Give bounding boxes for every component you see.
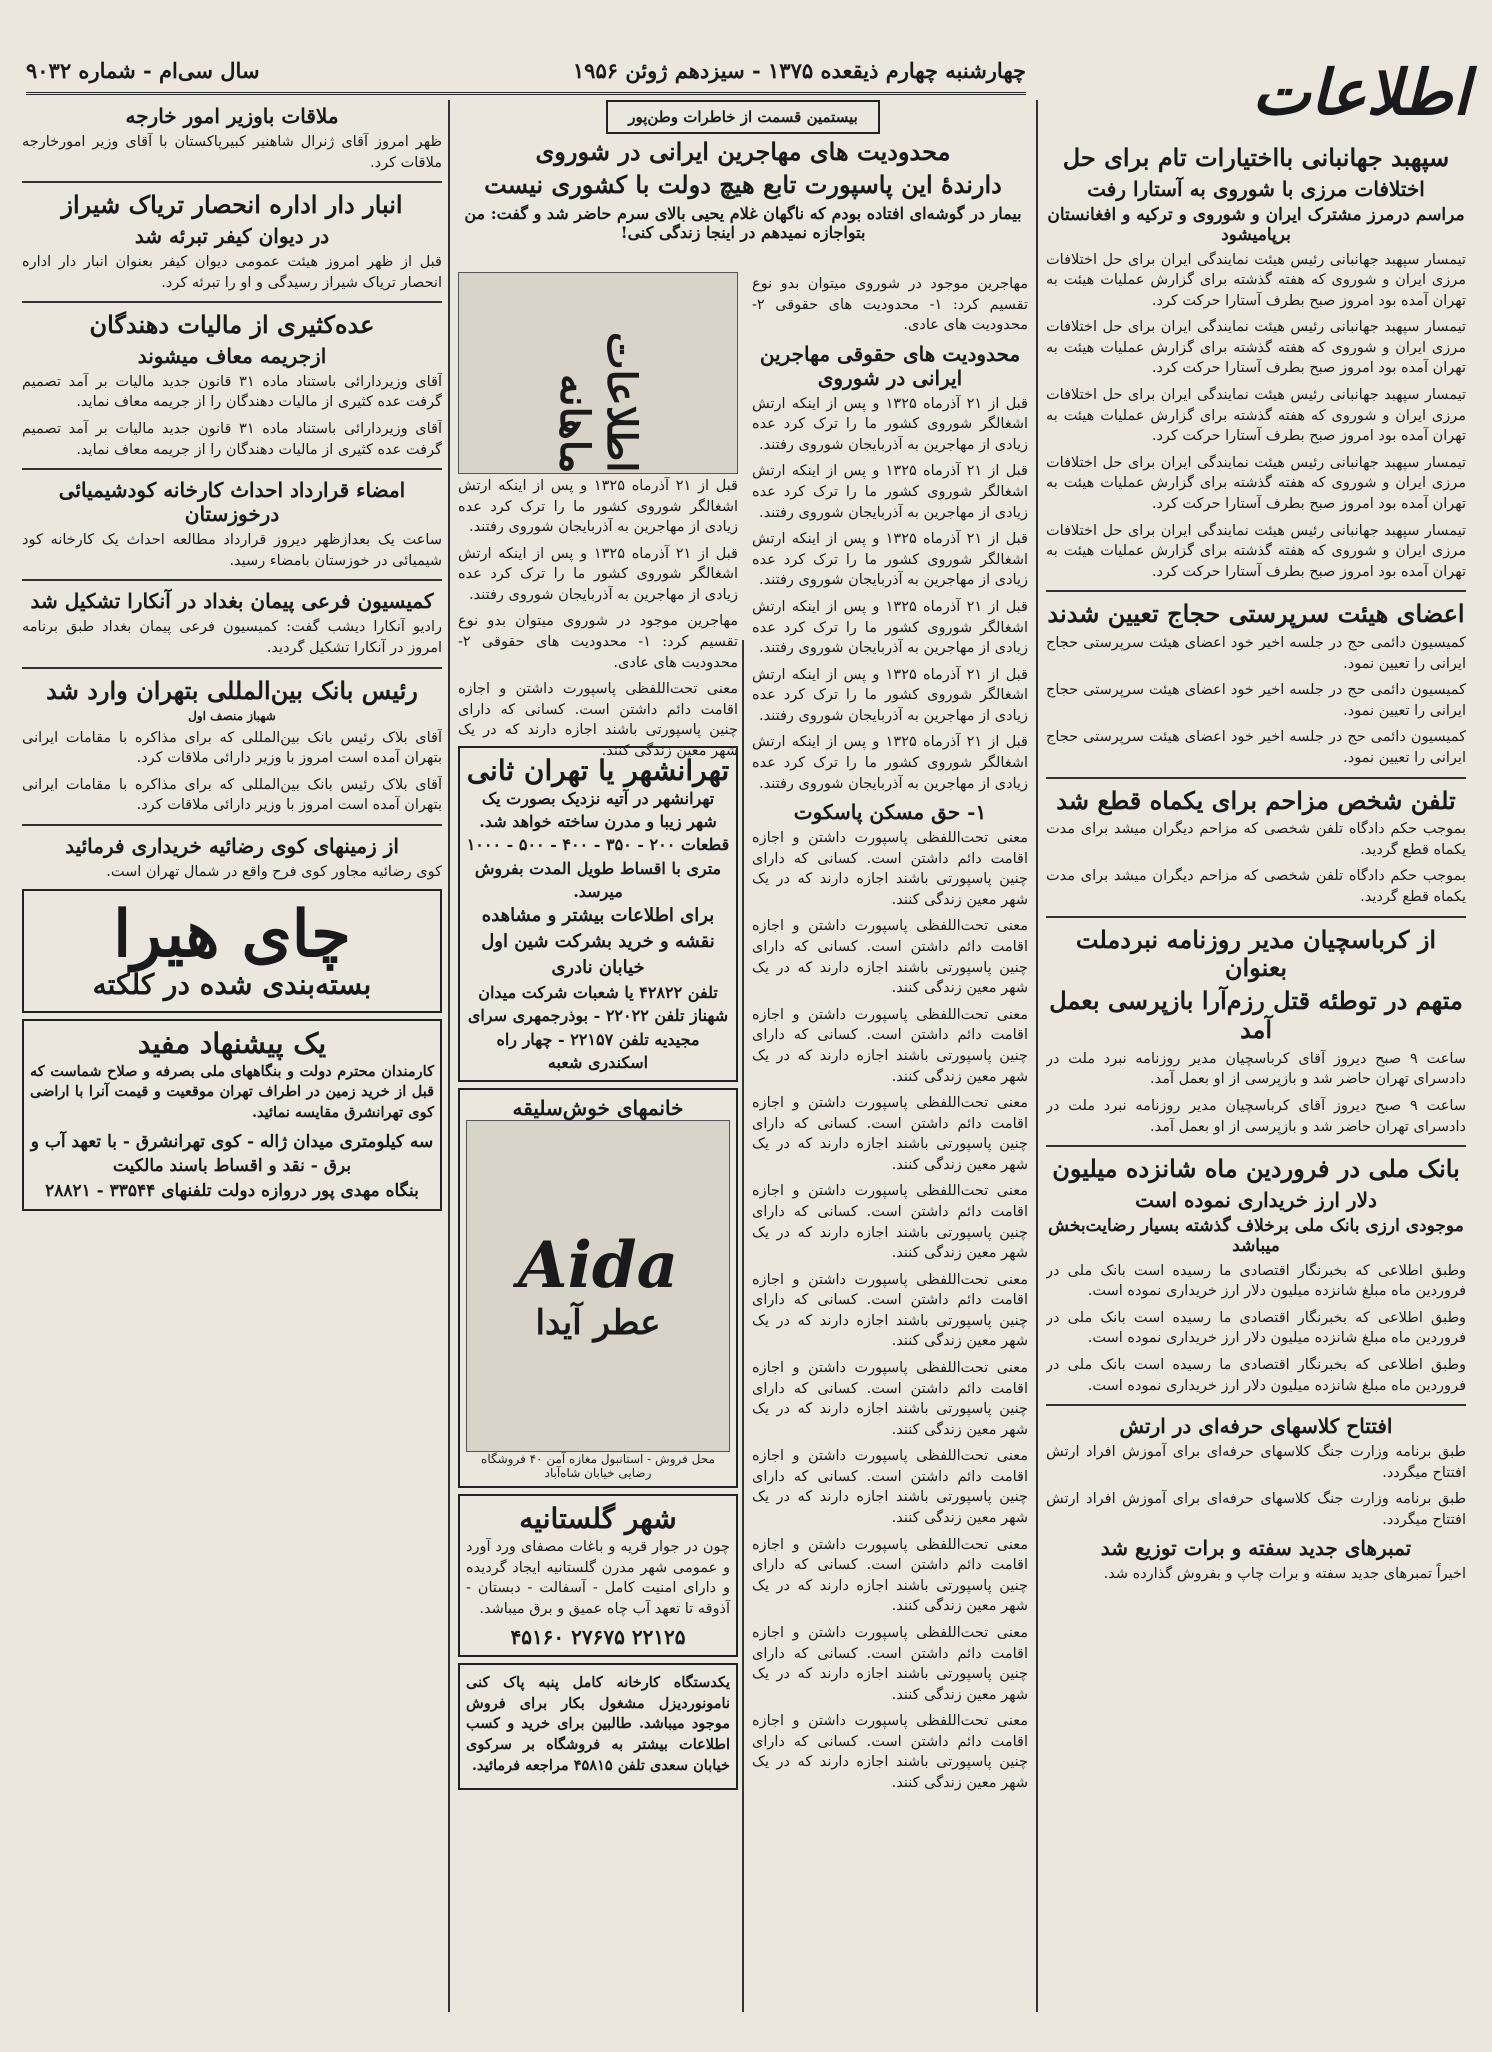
tea-ad bbox=[22, 889, 442, 1013]
middle-top bbox=[458, 100, 1028, 270]
offer-lines: سه کیلومتری میدان ژاله - کوی تهرانشرق - با تعهد آب و برق - نقد و اقساط باسند مالکیت bbox=[30, 1131, 434, 1177]
bank-int-text-cont: آقای بلاک رئیس بانک بین‌المللی که برای مذاکره با مقامات ایرانی بتهران آمده است امروز با وزیر دارائی ملاقات کرد. bbox=[22, 776, 442, 814]
golestan-text: چون در جوار قریه و باغات مصفای ورد آورد و عمومی شهر مدرن گلستانیه ایجاد گردیده و دارای امنیت کامل - آسفالت - دبستان - آذوقه تا تعهد آب چاه عمیق و برق میباشد. bbox=[466, 1538, 730, 1617]
editor-headline: از کرباسچیان مدیر روزنامه نبردملت بعنوان bbox=[1075, 924, 1437, 983]
editor-text: ساعت ۹ صبح دیروز آقای کرباسچیان مدیر روزنامه نبرد ملت در دادسرای تهران حاضر شد و بازپرسی از او بعمل آمد. bbox=[1046, 1050, 1466, 1088]
factory-text: یکدستگاه کارخانه کامل پنبه پاک کنی نامونوردیزل مشغول بکار برای فروش موجود میباشد. طالبین برای خرید و کسب اطلاعات بیشتر به فروشگاه بر سرکوی خیابان سعدی تلفن ۴۵۸۱۵ مراجعه فرمائید. bbox=[466, 1674, 730, 1774]
mid-text-3-cont: معنی تحت‌اللفظی پاسپورت داشتن و اجازه اقامت دائم داشتن است. کسانی که دارای چنین پاسپورتی باشند اجازه دارند که در یک شهر معین زندگی کنند. bbox=[752, 1536, 1028, 1615]
mid-quote: بیمار در گوشه‌ای افتاده بودم که ناگهان غلام یحیی بالای سرم حاضر شد و گفت: من بتواجازه نمیدهم در اینجا زندگی کنی! bbox=[464, 203, 1022, 242]
golestan-ad bbox=[458, 1494, 738, 1657]
tehranshahr-ad-column bbox=[458, 740, 738, 2012]
mid-headline: محدودیت های مهاجرین ایرانی در شوروی bbox=[535, 137, 951, 166]
classes-headline: افتتاح کلاسهای حرفه‌ای در ارتش bbox=[1119, 1414, 1393, 1439]
lead-text-cont: تیمسار سپهبد جهانبانی رئیس هیئت نمایندگی ایران برای حل اختلافات مرزی ایران و شوروی که هفته گذشته برای گزارش عملیات هیئت به تهران آمده بود امروز صبح بطرف آستارا حرکت کرد. bbox=[1046, 454, 1466, 512]
bank-text: وطبق اطلاعی که بخبرنگار اقتصادی ما رسیده است بانک ملی در فروردین ماه مبلغ شانزده میلیون دلار ارز خریداری نموده است. bbox=[1046, 1262, 1466, 1300]
lead-text: تیمسار سپهبد جهانبانی رئیس هیئت نمایندگی ایران برای حل اختلافات مرزی ایران و شوروی که هفته گذشته برای گزارش عملیات هیئت به تهران آمده بود امروز صبح بطرف آستارا حرکت کرد. bbox=[1046, 251, 1466, 309]
koy-headline: از زمینهای کوی رضائیه خریداری فرمائید bbox=[65, 834, 399, 859]
minister-text: ظهر امروز آقای ژنرال شاهنیر کبیرپاکستان با آقای وزیر امورخارجه ملاقات کرد. bbox=[22, 134, 442, 171]
mid-text-3-cont: معنی تحت‌اللفظی پاسپورت داشتن و اجازه اقامت دائم داشتن است. کسانی که دارای چنین پاسپورتی باشند اجازه دارند که در یک شهر معین زندگی کنند. bbox=[752, 1271, 1028, 1350]
middle-text-column bbox=[752, 272, 1028, 2012]
mid-text-3-cont: معنی تحت‌اللفظی پاسپورت داشتن و اجازه اقامت دائم داشتن است. کسانی که دارای چنین پاسپورتی باشند اجازه دارند که در یک شهر معین زندگی کنند. bbox=[752, 1006, 1028, 1085]
offer-headline: یک پیشنهاد مفید bbox=[137, 1026, 327, 1060]
tax-text: آقای وزیردارائی باستناد ماده ۳۱ قانون جدید مالیات بر آمد تصمیم گرفت عده کثیری از مالیات دهندگان را از جریمه معاف نماید. bbox=[22, 373, 442, 411]
mid-side-text: قبل از ۲۱ آذرماه ۱۳۲۵ و پس از اینکه ارتش اشغالگر شوروی کشور ما را ترک کرد عده زیادی از مهاجرین به آذربایجان شوروی رفتند. bbox=[458, 545, 738, 603]
tea-brand: چای هیرا bbox=[113, 896, 351, 972]
mid-side-text: معنی تحت‌اللفظی پاسپورت داشتن و اجازه اقامت دائم داشتن است. کسانی که دارای چنین پاسپورتی باشند اجازه دارند که در یک شهر معین زندگی کنند. bbox=[458, 681, 738, 759]
mid-text-3: معنی تحت‌اللفظی پاسپورت داشتن و اجازه اقامت دائم داشتن است. کسانی که دارای چنین پاسپورتی باشند اجازه دارند که در یک شهر معین زندگی کنند. bbox=[752, 830, 1028, 908]
bank-int-subhead: شهباز منصف اول bbox=[188, 709, 276, 724]
bank-headline: بانک ملی در فروردین ماه شانزده میلیون bbox=[1052, 1154, 1460, 1184]
offer-text: کارمندان محترم دولت و بنگاههای ملی بصرفه و صلاح شماست که قبل از خرید زمین در اطراف تهران موقعیت و قیمت آنرا با اراضی کوی تهرانشرق مقایسه نمائید. bbox=[30, 1062, 434, 1121]
mid-text-2-cont: قبل از ۲۱ آذرماه ۱۳۲۵ و پس از اینکه ارتش اشغالگر شوروی کشور ما را ترک کرد عده زیادی از مهاجرین به آذربایجان شوروی رفتند. bbox=[752, 463, 1028, 521]
mid-text-3-cont: معنی تحت‌اللفظی پاسپورت داشتن و اجازه اقامت دائم داشتن است. کسانی که دارای چنین پاسپورتی باشند اجازه دارند که در یک شهر معین زندگی کنند. bbox=[752, 1095, 1028, 1173]
tax-subhead: ازجریمه معاف میشوند bbox=[137, 343, 327, 368]
mid-sub-legal: محدودیت های حقوقی مهاجرین ایرانی در شوروی bbox=[759, 341, 1021, 390]
aida-brand: Aida bbox=[517, 1228, 679, 1304]
hajj-headline: اعضای هیئت سرپرستی حجاج تعیین شدند bbox=[1047, 599, 1465, 629]
aida-illustration bbox=[466, 1120, 730, 1452]
stamps-headline: تمبرهای جدید سفته و برات توزیع شد bbox=[1100, 1536, 1412, 1561]
koy-text: کوی رضائیه مجاور کوی فرح واقع در شمال تهران است. bbox=[106, 864, 442, 881]
mid-text-2: قبل از ۲۱ آذرماه ۱۳۲۵ و پس از اینکه ارتش اشغالگر شوروی کشور ما را ترک کرد عده زیادی از مهاجرین به آذربایجان شوروی رفتند. bbox=[752, 395, 1028, 453]
baghdad-headline: کمیسیون فرعی پیمان بغداد در آنکارا تشکیل شد bbox=[30, 589, 434, 614]
mid-text-3-cont: معنی تحت‌اللفظی پاسپورت داشتن و اجازه اقامت دائم داشتن است. کسانی که دارای چنین پاسپورتی باشند اجازه دارند که در یک شهر معین زندگی کنند. bbox=[752, 1360, 1028, 1438]
baghdad-text: رادیو آنکارا دیشب گفت: کمیسیون فرعی پیمان بغداد طبق برنامه امروز در آنکارا تشکیل گردید. bbox=[22, 619, 442, 656]
tehranshahr-text: تهرانشهر در آتیه نزدیک بصورت یک شهر زیبا و مدرن ساخته خواهد شد. قطعات ۲۰۰ - ۳۵۰ - ۴۰۰ - ۵۰۰ - ۱۰۰۰ متری با اقساط طویل المدت بفروش میرسد. bbox=[466, 789, 730, 901]
bank-text-cont: وطبق اطلاعی که بخبرنگار اقتصادی ما رسیده است بانک ملی در فروردین ماه مبلغ شانزده میلیون دلار ارز خریداری نموده است. bbox=[1046, 1357, 1466, 1394]
column-rule bbox=[742, 640, 744, 2012]
hajj-text: کمیسیون دائمی حج در جلسه اخیر خود اعضای هیئت سرپرستی حجاج ایرانی را تعیین نمود. bbox=[1046, 635, 1466, 672]
hajj-text-cont: کمیسیون دائمی حج در جلسه اخیر خود اعضای هیئت سرپرستی حجاج ایرانی را تعیین نمود. bbox=[1046, 682, 1466, 719]
masthead-logo bbox=[1040, 52, 1470, 132]
phone-headline: تلفن شخص مزاحم برای یکماه قطع شد bbox=[1056, 785, 1456, 815]
lead-text-cont: تیمسار سپهبد جهانبانی رئیس هیئت نمایندگی ایران برای حل اختلافات مرزی ایران و شوروی که هفته گذشته برای گزارش عملیات هیئت به تهران آمده بود امروز صبح بطرف آستارا حرکت کرد. bbox=[1046, 319, 1466, 377]
shiraz-text: قبل از ظهر امروز هیئت عمومی دیوان کیفر بعنوان انبار دار اداره انحصار تریاک شیراز رسیدگی و او را تبرئه کرد. bbox=[22, 253, 442, 291]
mid-text-2-cont: قبل از ۲۱ آذرماه ۱۳۲۵ و پس از اینکه ارتش اشغالگر شوروی کشور ما را ترک کرد عده زیادی از مهاجرین به آذربایجان شوروی رفتند. bbox=[752, 666, 1028, 724]
aida-brand-fa: عطر آیدا bbox=[535, 1303, 661, 1344]
atlas-ad-label: اطلاعات ماهانه bbox=[551, 332, 645, 473]
mid-text-2-cont: قبل از ۲۱ آذرماه ۱۳۲۵ و پس از اینکه ارتش اشغالگر شوروی کشور ما را ترک کرد عده زیادی از مهاجرین به آذربایجان شوروی رفتند. bbox=[752, 598, 1028, 657]
shiraz-subhead: در دیوان کیفر تبرئه شد bbox=[134, 223, 330, 248]
factory-ad bbox=[458, 1663, 738, 1790]
lead-headline: سپهبد جهانبانی بااختیارات تام برای حل bbox=[1062, 143, 1450, 172]
serial-box: بیستمین قسمت از خاطرات وطن‌پور bbox=[606, 100, 880, 134]
offer-ad bbox=[22, 1019, 442, 1212]
mid-side-text: قبل از ۲۱ آذرماه ۱۳۲۵ و پس از اینکه ارتش اشغالگر شوروی کشور ما را ترک کرد عده زیادی از مهاجرین به آذربایجان شوروی رفتند. bbox=[458, 478, 738, 536]
editor-subhead: متهم در توطئه قتل رزم‌آرا بازپرسی بعمل آمد bbox=[1049, 986, 1463, 1045]
hajj-text-cont: کمیسیون دائمی حج در جلسه اخیر خود اعضای هیئت سرپرستی حجاج ایرانی را تعیین نمود. bbox=[1046, 729, 1466, 766]
khuzestan-text: ساعت یک بعدازظهر دیروز قرارداد مطالعه احداث یک کارخانه کود شیمیائی در خوزستان بامضاء رسید. bbox=[22, 532, 442, 569]
tehranshahr-info: برای اطلاعات بیشتر و مشاهده نقشه و خرید بشرکت شین اول خیابان نادری bbox=[481, 904, 715, 979]
phone-text-cont: بموجب حکم دادگاه تلفن شخصی که مزاحم دیگران میشد برای مدت یکماه قطع گردید. bbox=[1046, 868, 1466, 906]
lead-text-cont: تیمسار سپهبد جهانبانی رئیس هیئت نمایندگی ایران برای حل اختلافات مرزی ایران و شوروی که هفته گذشته برای گزارش عملیات هیئت به تهران آمده بود امروز صبح بطرف آستارا حرکت کرد. bbox=[1046, 522, 1466, 580]
offer-phone: بنگاه مهدی پور دروازه دولت تلفنهای ۳۳۵۴۴ - ۲۸۸۲۱ bbox=[45, 1180, 419, 1201]
bank-subhead-2: موجودی ارزی بانک ملی برخلاف گذشته بسیار رضایت‌بخش میباشد bbox=[1048, 1215, 1464, 1257]
aida-headline: خانمهای خوش‌سلیقه bbox=[512, 1095, 684, 1120]
mid-text-3-cont: معنی تحت‌اللفظی پاسپورت داشتن و اجازه اقامت دائم داشتن است. کسانی که دارای چنین پاسپورتی باشند اجازه دارند که در یک شهر معین زندگی کنند. bbox=[752, 1624, 1028, 1703]
classes-text-cont: طبق برنامه وزارت جنگ کلاسهای حرفه‌ای برای آموزش افراد ارتش افتتاح میگردد. bbox=[1046, 1491, 1466, 1528]
atlas-ad bbox=[458, 272, 738, 474]
tehranshahr-phone: تلفن ۴۲۸۲۲ یا شعبات شرکت میدان شهناز تلفن ۲۲۰۲۲ - بوذرجمهری سرای مجیدیه تلفن ۲۲۱۵۷ - چهار راه اسکندری شعبه bbox=[467, 983, 729, 1072]
tehranshahr-headline: تهرانشهر یا تهران ثانی bbox=[466, 754, 730, 787]
stamps-text: اخیراً تمبرهای جدید سفته و برات چاپ و بفروش گذارده شد. bbox=[1103, 1566, 1466, 1583]
bank-int-headline: رئیس بانک بین‌المللی بتهران وارد شد bbox=[46, 675, 418, 705]
tax-headline: عده‌کثیری از مالیات دهندگان bbox=[89, 310, 375, 340]
editor-text-cont: ساعت ۹ صبح دیروز آقای کرباسچیان مدیر روزنامه نبرد ملت در دادسرای تهران حاضر شد و بازپرسی از او بعمل آمد. bbox=[1046, 1097, 1466, 1135]
date-line: چهارشنبه چهارم ذیقعده ۱۳۷۵ - سیزدهم ژوئن ۱۹۵۶ bbox=[572, 57, 1026, 83]
lead-text-cont: تیمسار سپهبد جهانبانی رئیس هیئت نمایندگی ایران برای حل اختلافات مرزی ایران و شوروی که هفته گذشته برای گزارش عملیات هیئت به تهران آمده بود امروز صبح بطرف آستارا حرکت کرد. bbox=[1046, 387, 1466, 445]
phone-text: بموجب حکم دادگاه تلفن شخصی که مزاحم دیگران میشد برای مدت یکماه قطع گردید. bbox=[1046, 821, 1466, 858]
golestan-headline: شهر گلستانیه bbox=[519, 1501, 677, 1535]
mid-text-3-cont: معنی تحت‌اللفظی پاسپورت داشتن و اجازه اقامت دائم داشتن است. کسانی که دارای چنین پاسپورتی باشند اجازه دارند که در یک شهر معین زندگی کنند. bbox=[752, 1183, 1028, 1262]
mid-text-1: مهاجرین موجود در شوروی میتوان بدو نوع تقسیم کرد: ۱- محدودیت های حقوقی ۲- محدودیت های عادی. bbox=[752, 276, 1028, 334]
mid-text-3-cont: معنی تحت‌اللفظی پاسپورت داشتن و اجازه اقامت دائم داشتن است. کسانی که دارای چنین پاسپورتی باشند اجازه دارند که در یک شهر معین زندگی کنند. bbox=[752, 1448, 1028, 1527]
bank-int-text: آقای بلاک رئیس بانک بین‌المللی که برای مذاکره با مقامات ایرانی بتهران آمده است امروز با وزیر دارائی ملاقات کرد. bbox=[22, 729, 442, 767]
tehranshahr-ad bbox=[458, 746, 738, 1082]
mid-text-3-cont: معنی تحت‌اللفظی پاسپورت داشتن و اجازه اقامت دائم داشتن است. کسانی که دارای چنین پاسپورتی باشند اجازه دارند که در یک شهر معین زندگی کنند. bbox=[752, 918, 1028, 997]
classes-text: طبق برنامه وزارت جنگ کلاسهای حرفه‌ای برای آموزش افراد ارتش افتتاح میگردد. bbox=[1046, 1444, 1466, 1481]
golestan-phone: ۲۲۱۲۵ ۲۷۶۷۵ ۴۵۱۶۰ bbox=[510, 1625, 686, 1650]
mid-side-text: مهاجرین موجود در شوروی میتوان بدو نوع تقسیم کرد: ۱- محدودیت های حقوقی ۲- محدودیت های عادی. bbox=[458, 613, 738, 671]
right-column bbox=[1046, 140, 1466, 2012]
aida-address: محل فروش - استانبول مغازه آمن ۴۰ فروشگاه رضایی خیابان شاه‌آباد bbox=[481, 1451, 715, 1480]
mid-text-2-cont: قبل از ۲۱ آذرماه ۱۳۲۵ و پس از اینکه ارتش اشغالگر شوروی کشور ما را ترک کرد عده زیادی از مهاجرین به آذربایجان شوروی رفتند. bbox=[752, 531, 1028, 589]
aida-ad bbox=[458, 1088, 738, 1488]
shiraz-headline: انبار دار اداره انحصار تریاک شیراز bbox=[61, 190, 403, 220]
tea-subtitle: بسته‌بندی شده در کلکته bbox=[92, 967, 372, 1001]
lead-subhead-2: مراسم درمرز مشترک ایران و شوروی و ترکیه و افغانستان برپامیشود bbox=[1047, 204, 1465, 246]
bank-text-cont: وطبق اطلاعی که بخبرنگار اقتصادی ما رسیده است بانک ملی در فروردین ماه مبلغ شانزده میلیون دلار ارز خریداری نموده است. bbox=[1046, 1309, 1466, 1347]
tax-text-cont: آقای وزیردارائی باستناد ماده ۳۱ قانون جدید مالیات بر آمد تصمیم گرفت عده کثیری از مالیات دهندگان را از جریمه معاف نماید. bbox=[22, 421, 442, 458]
left-column bbox=[22, 100, 442, 2012]
mid-sub-passport: ۱- حق مسکن پاسکوت bbox=[793, 800, 987, 825]
lead-subhead: اختلافات مرزی با شوروی به آستارا رفت bbox=[1087, 176, 1425, 201]
column-rule bbox=[448, 100, 450, 2012]
column-rule bbox=[1036, 100, 1038, 2012]
issue-number: سال سی‌ام - شماره ۹۰۳۲ bbox=[26, 57, 260, 83]
khuzestan-headline: امضاء قرارداد احداث کارخانه کودشیمیائی درخوزستان bbox=[58, 478, 406, 527]
issue-header bbox=[26, 48, 1026, 95]
bank-subhead: دلار ارز خریداری نموده است bbox=[1135, 1187, 1377, 1212]
mid-text-3-cont: معنی تحت‌اللفظی پاسپورت داشتن و اجازه اقامت دائم داشتن است. کسانی که دارای چنین پاسپورتی باشند اجازه دارند که در یک شهر معین زندگی کنند. bbox=[752, 1713, 1028, 1791]
minister-headline: ملاقات باوزیر امور خارجه bbox=[125, 104, 339, 128]
mid-headline-2: دارندهٔ این پاسپورت تابع هیچ دولت با کشوری نیست bbox=[484, 169, 1002, 199]
logo-text: اطلاعات bbox=[1252, 55, 1470, 129]
mid-text-2-cont: قبل از ۲۱ آذرماه ۱۳۲۵ و پس از اینکه ارتش اشغالگر شوروی کشور ما را ترک کرد عده زیادی از مهاجرین به آذربایجان شوروی رفتند. bbox=[752, 734, 1028, 792]
